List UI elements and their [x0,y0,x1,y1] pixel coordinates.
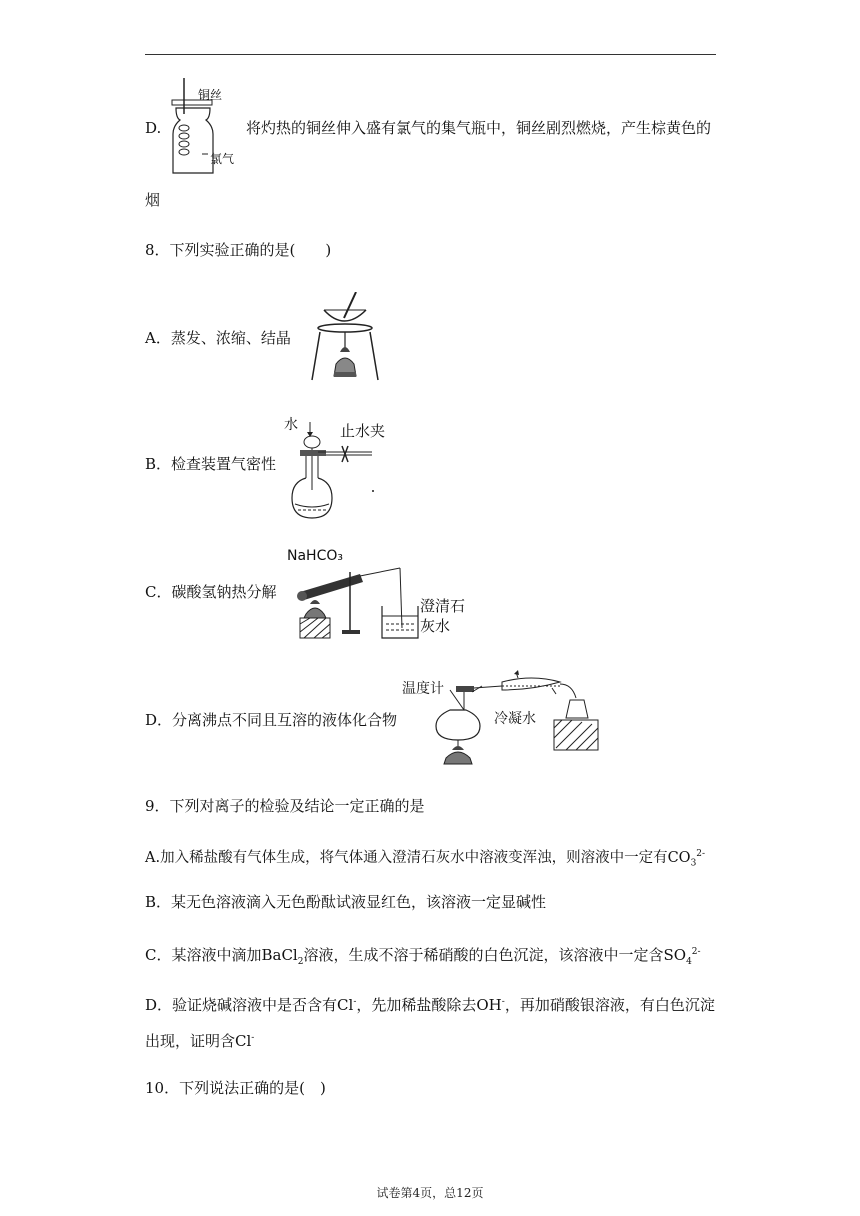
q7-option-d [145,118,161,138]
q9-d-oh: OH [476,996,502,1014]
option-text: 检查装置气密性 [171,455,277,473]
figure-evaporation [310,292,380,384]
q9-option-b: B．某无色溶液滴入无色酚酞试液显红色，该溶液一定显碱性 [145,893,547,911]
label-water: 水 [284,417,298,433]
q9-a-text: A.加入稀盐酸有气体生成，将气体通入澄清石灰水中溶液变浑浊，则溶液中一定有 [145,849,668,866]
option-letter: D． [145,711,173,729]
q9-a-sub: 3 [690,858,697,869]
figure-airtightness [286,420,386,522]
q9-c-sub: 2 [297,957,304,967]
option-text: 碳酸氢钠热分解 [171,583,277,601]
page-footer: 试卷第4页，总12页 [376,1186,484,1200]
q9-a-sup: 2- [696,849,706,859]
q9-option-a [145,844,705,874]
option-text: 蒸发、浓缩、结晶 [170,329,291,347]
q9-d-sup-3: - [251,1033,255,1043]
q9-c-ion: SO [663,946,687,964]
option-letter: A． [145,329,171,347]
label-thermometer: 温度计 [402,681,444,697]
label-nahco3: NaHCO₃ [287,548,343,564]
q8-option-b [145,454,276,474]
q10-stem: 10．下列说法正确的是( ) [145,1079,326,1097]
label-limewater-2: 灰水 [420,617,451,635]
q9-option-c [145,942,701,972]
q9-d-cl2: Cl [235,1032,252,1050]
q9-stem: 9．下列对离子的检验及结论一定正确的是 [145,797,425,815]
q9-option-d [145,992,715,1015]
q9-c-reagent: BaCl [261,946,298,964]
q8-option-c [145,582,277,602]
label-stop-clip: 止水夹 [340,422,386,440]
label-chlorine: 氯气 [210,152,235,166]
q8-stem: 8．下列实验正确的是( ) [145,241,332,259]
q9-d-sup: - [353,997,357,1007]
q9-a-ion: CO [667,849,691,866]
q9-c-ion-sup: 2- [691,947,701,957]
q9-d-cl: Cl [337,996,354,1014]
option-letter: C． [145,583,172,601]
stray-dot [372,490,374,492]
header-rule [145,54,716,55]
q8-option-a [145,328,291,348]
q9-c-ion-sub: 4 [686,957,692,967]
label-copper-wire: 铜丝 [198,88,223,102]
q8-option-d [145,710,397,730]
label-limewater-1: 澄清石 [420,597,466,615]
q9-c-text-2: 溶液，生成不溶于稀硝酸的白色沉淀，该溶液中一定含 [303,946,664,964]
q9-d-text-2: ，先加稀盐酸除去 [356,996,477,1014]
q7-d-text-cont: 烟 [145,191,161,209]
q7-d-text: 将灼热的铜丝伸入盛有氯气的集气瓶中，铜丝剧烈燃烧，产生棕黄色的 [246,119,712,137]
q9-d-text-3: ，再加硝酸银溶液，有白色沉淀 [504,996,715,1014]
figure-distillation [432,670,608,766]
option-letter: D. [145,119,162,137]
q9-c-text-1: C．某溶液中滴加 [145,946,262,964]
label-limewater [420,596,465,636]
q9-d-text-4: 出现，证明含 [145,1032,236,1050]
q9-d-text-1: D．验证烧碱溶液中是否含有 [145,996,338,1014]
label-cooling-water: 冷凝水 [494,711,536,727]
q9-d-sup-2: - [501,997,505,1007]
q9-option-d-cont [145,1028,254,1051]
option-text: 分离沸点不同且互溶的液体化合物 [172,711,398,729]
option-letter: B． [145,455,172,473]
